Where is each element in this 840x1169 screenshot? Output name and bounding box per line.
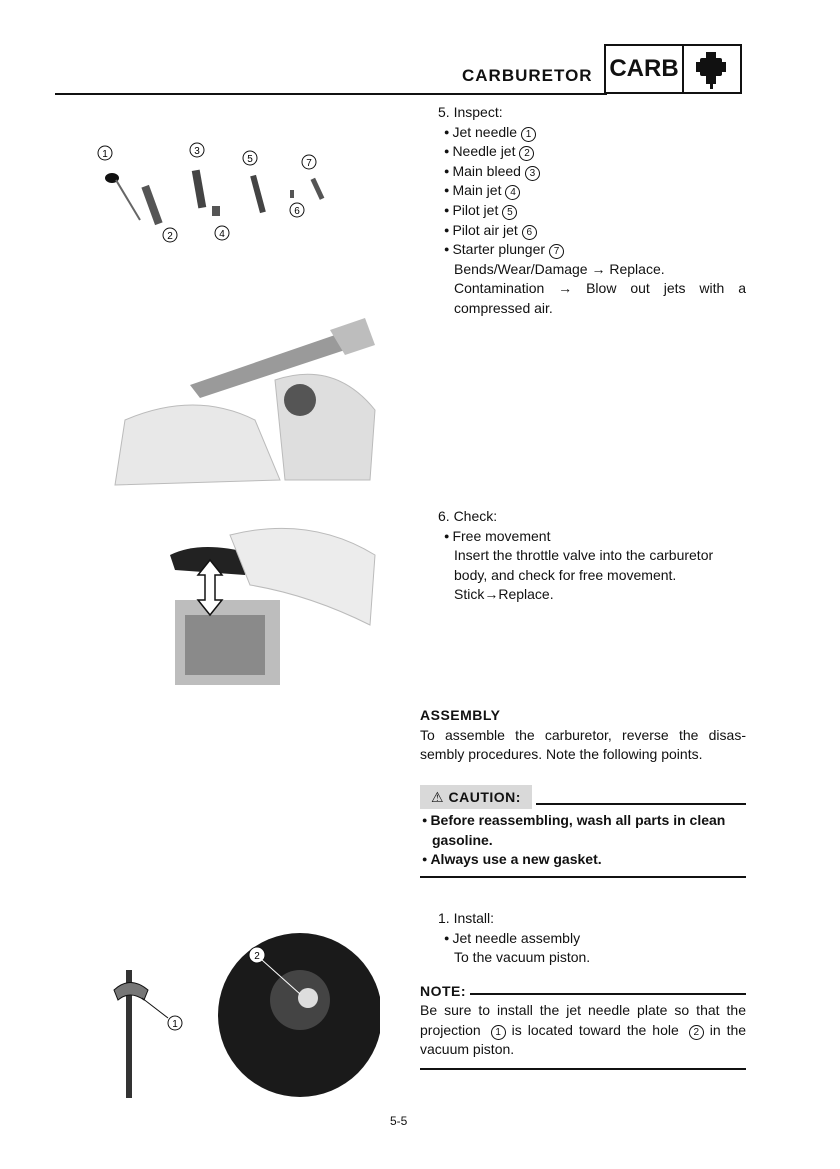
section-badge (604, 44, 742, 94)
list-item: ● Pilot jet 5 (444, 201, 746, 221)
caution-rule-bottom (420, 876, 746, 878)
callout-1: 1 (102, 149, 108, 160)
header-rule (55, 93, 607, 95)
badge-label: CARB (606, 46, 684, 92)
note-label: NOTE: (420, 983, 467, 999)
caution-rule-top (536, 803, 746, 805)
check-section (420, 507, 746, 605)
inspect-line-1: Bends/Wear/Damage → Replace. (454, 260, 665, 277)
list-item: ● Needle jet 2 (444, 142, 746, 162)
inspect-notes (420, 260, 746, 319)
assembly-heading: ASSEMBLY (420, 707, 501, 723)
caution-label: ⚠ CAUTION: (420, 785, 532, 809)
warning-icon: ⚠ (431, 789, 445, 805)
inspect-section (420, 103, 746, 319)
jet-needle-photo (100, 920, 380, 1100)
list-item: ● Main jet 4 (444, 181, 746, 201)
parts-illustration (90, 140, 350, 255)
list-item: ● Always use a new gasket. (420, 850, 746, 870)
carburetor-icon (684, 46, 740, 92)
callout-3: 3 (194, 146, 200, 157)
install-title: 1. Install: (438, 910, 495, 926)
check-title: 6. Check: (438, 508, 498, 524)
check-item: ● Free movement (420, 527, 746, 547)
callout-5: 5 (247, 154, 253, 165)
list-item: ● Main bleed 3 (444, 162, 746, 182)
needle-callout-2: 2 (254, 951, 260, 962)
check-result: Stick→Replace. (454, 586, 554, 603)
note-rule-bottom (420, 1068, 746, 1070)
assembly-text: To assemble the carburetor, reverse the disas-sembly procedures. Note the following points. (420, 726, 746, 763)
compressed-air-photo (105, 310, 380, 490)
install-item: ● Jet needle assembly (420, 929, 746, 949)
list-item: ● Starter plunger 7 (444, 240, 746, 260)
list-item: ● Pilot air jet 6 (444, 221, 746, 241)
install-section (420, 909, 746, 968)
callout-7: 7 (306, 158, 312, 169)
callout-6: 6 (294, 206, 300, 217)
callout-4: 4 (219, 229, 225, 240)
list-item: ● Before reassembling, wash all parts in clean gasoline. (420, 811, 746, 850)
inspect-list (420, 123, 746, 260)
callout-2: 2 (167, 231, 173, 242)
section-title: CARBURETOR (462, 66, 593, 85)
page-number: 5-5 (390, 1114, 408, 1128)
throttle-valve-photo (160, 515, 380, 690)
inspect-title: 5. Inspect: (438, 104, 503, 120)
inspect-line-2: Contamination → Blow out jets with a compressed air. (454, 280, 746, 316)
assembly-section (420, 706, 746, 765)
note-text: Be sure to install the jet needle plate so that the projection 1 is located toward the hole 2 in the vacuum piston. (420, 1002, 747, 1058)
list-item: ● Jet needle 1 (444, 123, 746, 143)
install-sub: To the vacuum piston. (454, 949, 591, 966)
note-rule-top (470, 993, 746, 995)
needle-callout-1: 1 (172, 1019, 178, 1030)
caution-list (420, 811, 746, 870)
check-text: Insert the throttle valve into the carburetor body, and check for free movement. (454, 547, 714, 583)
